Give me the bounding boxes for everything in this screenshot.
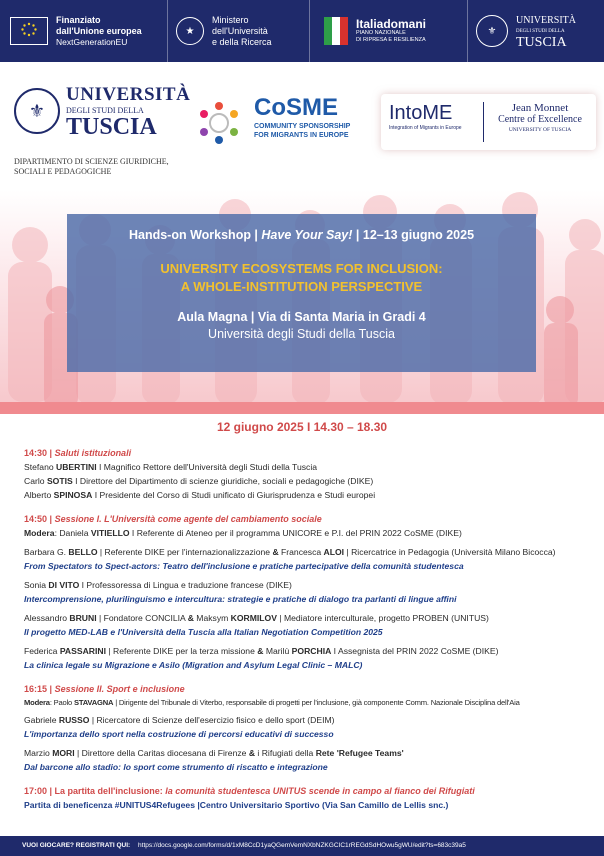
speaker-line: Alberto SPINOSA I Presidente del Corso di Studi unificato di Giurisprudenza e Studi europei xyxy=(24,490,376,500)
mur-line3: e della Ricerca xyxy=(212,36,272,47)
mur-logo xyxy=(168,0,310,62)
dept-line2: SOCIALI E PEDAGOGICHE xyxy=(14,167,112,176)
hero-banner xyxy=(0,190,604,402)
venue: Aula Magna | Via di Santa Maria in Gradi 4 xyxy=(177,310,426,324)
eu-line1: Finanziato xyxy=(56,14,101,25)
eu-funding-logo xyxy=(0,0,168,62)
dept-line1: DIPARTIMENTO DI SCIENZE GIURIDICHE, xyxy=(14,157,169,166)
italiadomani-sub2: DI RIPRESA E RESILIENZA xyxy=(356,36,426,43)
moderator-line: Modera: Daniela VITIELLO I Referente di Ateneo per il programma UNICORE e P.I. del PRIN 2022 CoSME (DIKE) xyxy=(24,528,462,538)
registration-link[interactable]: https://docs.google.com/forms/d/1xM8CcD1yaQGemVemNXbNZKGCIC1rREGdSdHOwu5gWU/edit?ts=683c39a5 xyxy=(138,842,466,849)
program-date: 12 giugno 2025 I 14.30 – 18.30 xyxy=(216,420,388,434)
session-match xyxy=(24,786,596,812)
speaker-line: Alessandro BRUNI | Fondatore CONCILIA & Maksym KORMILOV | Mediatore interculturale, progetto PROBEN (UNITUS) xyxy=(24,613,489,623)
event-title xyxy=(67,260,536,296)
speaker-line: Barbara G. BELLO | Referente DIKE per l'internazionalizzazione & Francesca ALOI | Ricercatrice in Pedagogia (Università Milano Bicocca) xyxy=(24,547,556,557)
talk-title: Il progetto MED-LAB e l'Università della Tuscia alla Italian Negotiation Competition 2025 xyxy=(24,627,383,637)
session-time: 14:50 xyxy=(24,514,48,524)
speaker-line: Sonia DI VITO I Professoressa di Lingua e traduzione francese (DIKE) xyxy=(24,580,292,590)
event-title-line1: UNIVERSITY ECOSYSTEMS FOR INCLUSION: xyxy=(160,261,443,276)
program xyxy=(24,420,596,812)
workshop-dates: | 12–13 giugno 2025 xyxy=(352,228,475,242)
registration-footer xyxy=(0,836,604,856)
funding-bar xyxy=(0,0,604,62)
italiadomani-title: Italiadomani xyxy=(356,16,427,31)
session-title: Saluti istituzionali xyxy=(54,448,132,458)
session-two-heading: 16:15 | Sessione II. Sport e inclusione xyxy=(24,684,185,694)
mur-line2: dell'Università xyxy=(212,25,268,36)
session-one-heading: 14:50 | Sessione I. L'Università come agente del cambiamento sociale xyxy=(24,514,322,524)
session-opening xyxy=(24,448,596,502)
italy-map-icon xyxy=(320,13,350,49)
eu-line3: NextGenerationEU xyxy=(56,36,128,47)
workshop-name: Have Your Say! xyxy=(261,228,353,242)
match-details: Partita di beneficenza #UNITUS4Refugees |Centro Universitario Sportivo (Via San Camillo de Lellis snc.) xyxy=(24,800,449,810)
tuscia-top-logo xyxy=(468,0,604,62)
tuscia-top-l1: UNIVERSITÀ xyxy=(516,14,576,26)
cosme-title: CoSME xyxy=(254,94,338,121)
session-opening-heading: 14:30 | Saluti istituzionali xyxy=(24,448,132,458)
tuscia-logo-l2: DEGLI STUDI DELLA xyxy=(66,106,144,115)
event-title-box xyxy=(67,214,536,372)
eu-flag-icon xyxy=(10,17,48,45)
session-two xyxy=(24,684,596,774)
tuscia-top-l2: DEGLI STUDI DELLA xyxy=(516,28,565,34)
event-title-line2: A WHOLE-INSTITUTION PERSPECTIVE xyxy=(180,279,423,294)
cosme-sub1: COMMUNITY SPONSORSHIP xyxy=(254,123,351,130)
talk-title: Intercomprensione, plurilinguismo e intercultura: strategie e pratiche di dialogo tra parlanti di lingue affini xyxy=(24,594,457,604)
jm-line1: Jean Monnet xyxy=(511,102,569,114)
talk-title: Dal barcone allo stadio: lo sport come strumento di riscatto e integrazione xyxy=(24,762,328,772)
talk-title: L'importanza dello sport nella costruzione di percorsi educativi di successo xyxy=(24,729,334,739)
speaker-line: Marzio MORI | Direttore della Caritas diocesana di Firenze & i Rifugiati della Rete 'Refugee Teams' xyxy=(24,748,404,758)
session-title: Sessione I. L'Università come agente del cambiamento sociale xyxy=(54,514,322,524)
intome-logo xyxy=(381,94,596,150)
partner-logos xyxy=(0,62,604,190)
session-title: Sessione II. Sport e inclusione xyxy=(54,684,185,694)
university-name: Università degli Studi della Tuscia xyxy=(208,327,395,341)
session-one xyxy=(24,514,596,672)
mur-line1: Ministero xyxy=(212,14,249,25)
moderator-line: Modera: Paolo STAVAGNA | Dirigente del Tribunale di Viterbo, responsabile di progetti per l'inclusione, già componente Comm. Nazionale Disciplina dell'Aia xyxy=(24,698,520,707)
workshop-label: Hands-on Workshop | xyxy=(128,228,262,242)
cosme-logo xyxy=(194,94,374,154)
intome-sub: Integration of Migrants in Europe xyxy=(389,125,462,131)
tuscia-top-l3: TUSCIA xyxy=(516,34,567,50)
cosme-people-icon xyxy=(194,98,244,148)
talk-title: From Spectators to Spect-actors: Teatro dell'inclusione e pratiche partecipative della comunità studentesca xyxy=(24,561,464,571)
tuscia-seal-icon: ⚜ xyxy=(14,88,60,134)
jm-line2: Centre of Excellence xyxy=(498,114,582,125)
intome-title: IntoME xyxy=(389,102,453,124)
talk-title: La clinica legale su Migrazione e Asilo (Migration and Asylum Legal Clinic – MALC) xyxy=(24,660,363,670)
workshop-line xyxy=(67,228,536,242)
session-time: 17:00 xyxy=(24,786,48,796)
speaker-line: Stefano UBERTINI I Magnifico Rettore dell'Università degli Studi della Tuscia xyxy=(24,462,318,472)
divider-bar xyxy=(0,402,604,414)
eu-line2: dall'Unione europea xyxy=(56,25,142,36)
speaker-line: Federica PASSARINI | Referente DIKE per la terza missione & Marilù PORCHIA I Assegnista del PRIN 2022 CoSME (DIKE) xyxy=(24,646,499,656)
tuscia-logo-l1: UNIVERSITÀ xyxy=(66,84,191,105)
session-time: 14:30 xyxy=(24,448,48,458)
session-match-heading: 17:00 | La partita dell'inclusione: la comunità studentesca UNITUS scende in campo al fianco dei Rifugiati xyxy=(24,786,475,796)
italian-emblem-icon: ★ xyxy=(176,17,204,45)
speaker-line: Gabriele RUSSO | Ricercatore di Scienze dell'esercizio fisico e dello sport (DEIM) xyxy=(24,715,335,725)
session-time: 16:15 xyxy=(24,684,48,694)
cosme-sub2: FOR MIGRANTS IN EUROPE xyxy=(254,132,349,139)
tuscia-seal-icon: ⚜ xyxy=(476,15,508,47)
italiadomani-sub1: PIANO NAZIONALE xyxy=(356,29,406,36)
jm-line3: UNIVERSITY OF TUSCIA xyxy=(508,127,572,133)
registration-label: VUOI GIOCARE? REGISTRATI QUI: xyxy=(22,842,131,849)
tuscia-logo-l3: TUSCIA xyxy=(66,114,157,140)
italiadomani-logo xyxy=(310,0,468,62)
department-name xyxy=(14,157,169,177)
speaker-line: Carlo SOTIS I Direttore del Dipartimento di scienze giuridiche, sociali e pedagogiche (DIKE) xyxy=(24,476,374,486)
